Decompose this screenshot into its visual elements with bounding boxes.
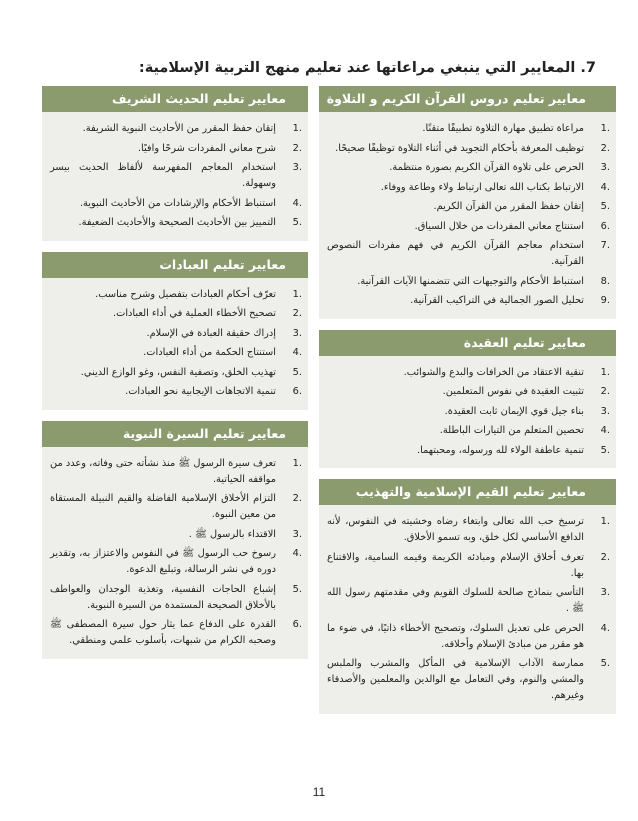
item-text: بناء جيل قوي الإيمان ثابت العقيدة. [444, 405, 584, 417]
item-text: التمييز بين الأحاديث الصحيحة والأحاديث الضعيفة. [78, 217, 276, 228]
item-number: 5. [292, 583, 302, 595]
list-item [50, 456, 302, 488]
item-text: استنتاج معاني المفردات من خلال السياق. [414, 220, 584, 232]
list-item [50, 306, 302, 322]
list-item [50, 582, 302, 614]
standards-list [319, 356, 616, 469]
worship-standards-box [42, 252, 308, 410]
box-title: معايير تعليم دروس القرآن الكريم و التلاوة [319, 86, 616, 112]
seerah-standards-box [42, 421, 308, 659]
standards-list [42, 278, 308, 410]
item-number: 5. [600, 658, 610, 669]
list-item [327, 423, 610, 439]
item-text: شرح معاني المفردات شرحًا وافيًا. [137, 142, 276, 154]
item-number: 4. [292, 197, 302, 209]
item-number: 3. [292, 528, 302, 540]
item-number: 3. [292, 327, 302, 339]
item-number: 1. [600, 516, 610, 527]
item-number: 6. [292, 386, 302, 397]
item-text: تعرف سيرة الرسول ﷺ منذ نشأته حتى وفاته، وعدد من مواقفه الحياتية. [50, 457, 276, 485]
box-title: معايير تعليم العبادات [42, 252, 308, 278]
item-text: إدراك حقيقة العبادة في الإسلام. [146, 327, 276, 339]
item-text: القدرة على الدفاع عما يثار حول سيرة المصطفى ﷺ وصحبه الكرام من شبهات، بأسلوب علمي ومنطقي. [50, 619, 276, 646]
item-number: 2. [292, 308, 302, 319]
item-number: 4. [292, 347, 302, 358]
item-text: استنتاج الحكمة من أداء العبادات. [143, 347, 276, 358]
list-item [327, 365, 610, 381]
quran-standards-box [319, 86, 616, 319]
list-item [50, 160, 302, 192]
list-item [50, 141, 302, 157]
aqeedah-standards-box [319, 330, 616, 469]
list-item [327, 121, 610, 137]
list-item [50, 326, 302, 342]
item-number: 3. [600, 162, 610, 173]
item-number: 4. [600, 622, 610, 634]
item-text: تحصين المتعلم من التيارات الباطلة. [439, 425, 584, 436]
list-item [50, 215, 302, 231]
standards-list [319, 505, 616, 714]
item-number: 1. [292, 457, 302, 469]
item-number: 2. [600, 142, 610, 154]
box-title: معايير تعليم السيرة النبوية [42, 421, 308, 447]
list-item [327, 443, 610, 459]
list-item [327, 274, 610, 290]
list-item [50, 527, 302, 543]
list-item [50, 196, 302, 212]
item-number: 1. [292, 123, 302, 134]
item-text: استخدام معاجم القرآن الكريم في فهم مفردات النصوص القرآنية. [327, 240, 584, 267]
item-text: تنمية الاتجاهات الإيجابية نحو العبادات. [125, 386, 276, 397]
section-heading: 7. المعايير التي ينبغي مراعاتها عند تعليم منهج التربية الإسلامية: [138, 60, 596, 76]
item-text: استنباط الأحكام والإرشادات من الأحاديث النبوية. [79, 197, 276, 209]
box-title: معايير تعليم الحديث الشريف [42, 86, 308, 112]
list-item [327, 550, 610, 582]
right-column [319, 86, 616, 725]
item-text: تصحيح الأخطاء العملية في أداء العبادات. [113, 308, 276, 319]
item-number: 9. [600, 295, 610, 306]
item-number: 3. [600, 405, 610, 417]
item-text: إشباع الحاجات النفسية، وتغذية الوجدان والعواطف بالأخلاق الصحيحة المستمدة من السيرة النبوية. [50, 583, 276, 611]
item-text: تثبيت العقيدة في نفوس المتعلمين. [442, 386, 584, 397]
item-text: ممارسة الآداب الإسلامية في المأكل والمشرب والملبس والمشي والنوم، وفي التعامل مع الوالدين والمعلمين والأصدقاء وغيرهم. [327, 658, 584, 701]
item-number: 4. [600, 181, 610, 193]
list-item [327, 621, 610, 653]
item-text: إتقان حفظ المقرر من الأحاديث النبوية الشريفة. [82, 123, 276, 134]
list-item [327, 384, 610, 400]
list-item [327, 160, 610, 176]
item-text: ترسيخ حب الله تعالى وابتغاء رضاه وخشيته في النفوس، لأنه الدافع الأساسي لكل خلق، وبه تسمو الأخلاق. [327, 516, 584, 543]
item-text: تعرّف أحكام العبادات بتفصيل وشرح مناسب. [95, 288, 276, 300]
item-text: الاقتداء بالرسول ﷺ . [188, 528, 276, 540]
item-text: تنمية عاطفة الولاء لله ورسوله، ومحبتهما. [416, 444, 584, 456]
list-item [327, 585, 610, 617]
hadith-standards-box [42, 86, 308, 241]
item-number: 4. [292, 548, 302, 559]
item-number: 5. [292, 217, 302, 228]
list-item [50, 546, 302, 578]
list-item [327, 219, 610, 235]
item-text: التأسي بنماذج صالحة للسلوك القويم وفي مقدمتهم رسول الله ﷺ . [327, 587, 584, 614]
item-text: التزام الأخلاق الإسلامية الفاضلة والقيم النبيلة المستقاة من معين النبوة. [50, 493, 276, 520]
list-item [50, 365, 302, 381]
box-title: معايير تعليم القيم الإسلامية والتهذيب [319, 479, 616, 505]
item-text: مراعاة تطبيق مهارة التلاوة تطبيقًا متقنًا. [422, 123, 584, 134]
item-number: 6. [292, 619, 302, 630]
left-column [42, 86, 308, 670]
item-number: 2. [292, 142, 302, 154]
item-text: تعرف أخلاق الإسلام ومبادئه الكريمة وقيمه السامية، والاقتناع بها. [327, 551, 584, 579]
item-text: الارتباط بكتاب الله تعالى ارتباط ولاء وطاعة ووفاء. [380, 181, 584, 193]
item-text: تحليل الصور الجمالية في التراكيب القرآنية. [410, 295, 584, 306]
item-number: 6. [600, 220, 610, 232]
item-number: 1. [292, 288, 302, 300]
list-item [50, 384, 302, 400]
standards-list [42, 112, 308, 241]
list-item [327, 199, 610, 215]
item-number: 5. [600, 444, 610, 456]
list-item [50, 491, 302, 523]
list-item [50, 617, 302, 649]
item-number: 5. [600, 201, 610, 212]
list-item [327, 238, 610, 270]
list-item [327, 141, 610, 157]
item-number: 3. [600, 587, 610, 598]
list-item [327, 293, 610, 309]
item-text: إتقان حفظ المقرر من القرآن الكريم. [433, 201, 584, 212]
standards-list [42, 447, 308, 659]
item-number: 4. [600, 425, 610, 436]
item-text: استخدام المعاجم المفهرسة لألفاظ الحديث بيسر وسهولة. [50, 162, 276, 189]
standards-list [319, 112, 616, 319]
list-item [50, 345, 302, 361]
item-number: 3. [292, 162, 302, 173]
list-item [327, 180, 610, 196]
item-number: 2. [292, 493, 302, 504]
list-item [327, 404, 610, 420]
list-item [50, 287, 302, 303]
item-text: الحرص على تعديل السلوك، وتصحيح الأخطاء ذاتيًا، في ضوء ما هو مقرر من مبادئ الإسلام وأخلاقه. [327, 622, 584, 650]
item-number: 1. [600, 366, 610, 378]
box-title: معايير تعليم العقيدة [319, 330, 616, 356]
item-text: رسوخ حب الرسول ﷺ في النفوس والاعتزاز به، وتقدير دوره في نشر الرسالة، وتبليغ الدعوة. [50, 548, 276, 575]
item-number: 8. [600, 275, 610, 287]
item-number: 5. [292, 366, 302, 378]
item-text: تنقية الاعتقاد من الخرافات والبدع والشوائب. [403, 366, 584, 378]
values-standards-box [319, 479, 616, 714]
item-text: الحرص على تلاوة القرآن الكريم بصورة منتظمة. [389, 162, 584, 173]
item-number: 7. [600, 240, 610, 251]
list-item [50, 121, 302, 137]
item-text: تهذيب الخلق، وتصفية النفس، وغو الوازع الديني. [80, 366, 276, 378]
item-text: استنباط الأحكام والتوجيهات التي تتضمنها الآيات القرآنية. [357, 275, 584, 287]
item-number: 2. [600, 551, 610, 563]
page-number: 11 [312, 785, 326, 799]
item-text: توظيف المعرفة بأحكام التجويد في أثناء التلاوة توظيفًا صحيحًا. [335, 142, 584, 154]
item-number: 1. [600, 123, 610, 134]
item-number: 2. [600, 386, 610, 397]
list-item [327, 514, 610, 546]
list-item [327, 656, 610, 704]
